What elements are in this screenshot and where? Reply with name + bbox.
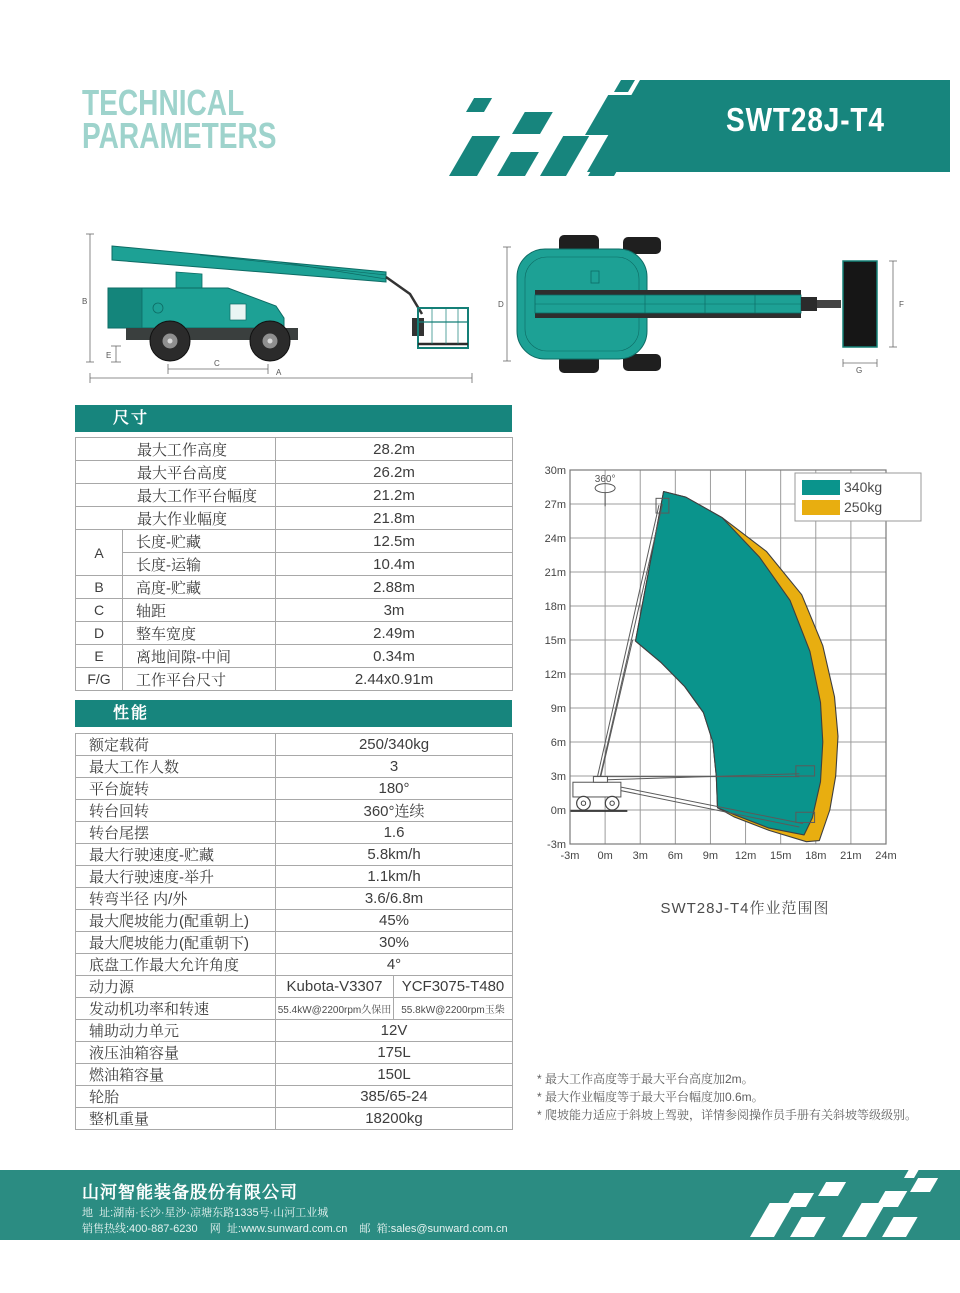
perf-label: 转台回转 <box>76 800 276 822</box>
footnote: * 爬坡能力适应于斜坡上驾驶，详情参阅操作员手册有关斜坡等级级别。 <box>537 1108 918 1122</box>
perf-label: 最大爬坡能力(配重朝下) <box>76 932 276 954</box>
footer <box>0 1170 960 1240</box>
dim-label-c: C <box>214 359 220 368</box>
page-title-line1: TECHNICAL <box>82 82 245 123</box>
dim-label-f: F <box>899 300 904 309</box>
footnotes <box>537 1070 917 1124</box>
checker-cell <box>497 152 539 176</box>
perf-value: 3.6/6.8m <box>276 888 513 910</box>
dim-value: 3m <box>276 599 513 622</box>
perf-value: 250/340kg <box>276 734 513 756</box>
perf-value: 55.4kW@2200rpm久保田 <box>276 998 394 1020</box>
table-row <box>76 622 513 645</box>
perf-value: 175L <box>276 1042 513 1064</box>
working-range-chart <box>525 455 945 867</box>
section-header-dimensions: 尺寸 <box>75 405 512 432</box>
checker-cell <box>882 1217 918 1237</box>
table-row <box>76 484 513 507</box>
page-title-line2: PARAMETERS <box>82 115 277 156</box>
chart-title: SWT28J-T4作业范围图 <box>660 900 830 917</box>
y-tick-label: 21m <box>544 567 566 579</box>
checker-cell <box>449 136 500 176</box>
perf-label: 燃油箱容量 <box>76 1064 276 1086</box>
dim-value: 2.49m <box>276 622 513 645</box>
dim-value: 2.88m <box>276 576 513 599</box>
perf-label: 底盘工作最大允许角度 <box>76 954 276 976</box>
dim-letter: A <box>76 530 123 576</box>
dim-letter: E <box>76 645 123 668</box>
page-title <box>82 82 277 156</box>
checker-cell <box>786 1193 814 1207</box>
table-row <box>76 976 513 998</box>
checker-cell <box>876 1191 907 1207</box>
dim-value: 21.2m <box>276 484 513 507</box>
y-tick-label: 24m <box>544 533 566 545</box>
perf-value: YCF3075-T480 <box>394 976 513 998</box>
table-row <box>76 599 513 622</box>
dim-letter: D <box>76 622 123 645</box>
x-tick-label: 12m <box>734 850 757 862</box>
perf-value: 55.8kW@2200rpm玉柴 <box>394 998 513 1020</box>
y-tick-label: 18m <box>544 601 566 613</box>
dim-value: 12.5m <box>276 530 513 553</box>
dim-label: 最大作业幅度 <box>76 507 276 530</box>
checkered-flag-icon <box>730 1170 950 1240</box>
table-row <box>76 507 513 530</box>
y-tick-label: 30m <box>544 465 566 477</box>
table-row <box>76 910 513 932</box>
perf-value: 385/65-24 <box>276 1086 513 1108</box>
legend-swatch <box>802 500 840 515</box>
envelope-340kg <box>636 492 823 835</box>
machine-top-view-drawing <box>495 233 910 375</box>
perf-value: 360°连续 <box>276 800 513 822</box>
table-row <box>76 438 513 461</box>
performance-table <box>75 733 513 1130</box>
legend-label: 250kg <box>844 499 883 515</box>
y-tick-label: 0m <box>550 805 566 817</box>
x-tick-label: 15m <box>769 850 792 862</box>
machine-sketch-body <box>573 782 621 797</box>
checker-cell <box>750 1203 794 1237</box>
legend-label: 340kg <box>844 479 883 495</box>
perf-label: 平台旋转 <box>76 778 276 800</box>
x-tick-label: 3m <box>632 850 648 862</box>
perf-label: 转台尾摆 <box>76 822 276 844</box>
footnote: * 最大作业幅度等于最大平台幅度加0.6m。 <box>537 1090 764 1104</box>
dim-value: 0.34m <box>276 645 513 668</box>
perf-label: 最大行驶速度-贮藏 <box>76 844 276 866</box>
dim-value: 2.44x0.91m <box>276 668 513 691</box>
machine-sketch-hub <box>610 801 614 805</box>
table-row <box>76 668 513 691</box>
perf-label: 整机重量 <box>76 1108 276 1130</box>
y-tick-label: 6m <box>550 737 566 749</box>
table-row <box>76 866 513 888</box>
dim-letter: C <box>76 599 123 622</box>
y-tick-label: -3m <box>547 839 566 851</box>
table-row <box>76 844 513 866</box>
x-tick-label: 18m <box>805 850 827 862</box>
table-row <box>76 954 513 976</box>
dim-value: 21.8m <box>276 507 513 530</box>
x-tick-label: 0m <box>597 850 613 862</box>
boom-lift-side-art <box>108 246 468 361</box>
perf-value: 1.1km/h <box>276 866 513 888</box>
table-row <box>76 778 513 800</box>
perf-value: 5.8km/h <box>276 844 513 866</box>
perf-value: 12V <box>276 1020 513 1042</box>
table-row <box>76 553 513 576</box>
table-row <box>76 1020 513 1042</box>
checker-cell <box>842 1203 886 1237</box>
dimensions-table <box>75 437 513 691</box>
dim-label: 长度-运输 <box>123 553 276 576</box>
dim-label-a: A <box>276 368 282 377</box>
dim-letter: F/G <box>76 668 123 691</box>
dim-label: 离地间隙-中间 <box>123 645 276 668</box>
x-tick-label: -3m <box>560 850 580 862</box>
checker-cell <box>540 136 589 176</box>
checker-cell <box>790 1217 826 1237</box>
table-row <box>76 1042 513 1064</box>
perf-value: 4° <box>276 954 513 976</box>
x-tick-label: 24m <box>875 850 897 862</box>
perf-label: 额定载荷 <box>76 734 276 756</box>
perf-value: 30% <box>276 932 513 954</box>
perf-label: 辅助动力单元 <box>76 1020 276 1042</box>
table-row <box>76 822 513 844</box>
x-tick-label: 9m <box>702 850 719 862</box>
dim-letter: B <box>76 576 123 599</box>
y-tick-label: 15m <box>544 635 566 647</box>
table-row <box>76 645 513 668</box>
perf-value: 3 <box>276 756 513 778</box>
table-row <box>76 1064 513 1086</box>
dim-label-b: B <box>82 297 88 306</box>
dim-value: 10.4m <box>276 553 513 576</box>
dim-label: 轴距 <box>123 599 276 622</box>
dim-value: 26.2m <box>276 461 513 484</box>
perf-label: 最大工作人数 <box>76 756 276 778</box>
checkered-flag-icon <box>449 80 635 176</box>
machine-side-view-drawing <box>80 222 480 385</box>
table-row <box>76 888 513 910</box>
checker-cell <box>904 1170 919 1178</box>
dim-label-e: E <box>106 351 112 360</box>
perf-label: 动力源 <box>76 976 276 998</box>
checker-cell <box>466 98 492 112</box>
footnote: * 最大工作高度等于最大平台高度加2m。 <box>537 1072 754 1086</box>
perf-label: 轮胎 <box>76 1086 276 1108</box>
perf-label: 最大行驶速度-举升 <box>76 866 276 888</box>
table-row <box>76 734 513 756</box>
machine-sketch-hub <box>581 801 585 805</box>
checker-cell <box>614 80 635 92</box>
boom-lift-top-art <box>517 235 877 373</box>
dim-label: 最大平台高度 <box>76 461 276 484</box>
table-row <box>76 530 513 553</box>
table-row <box>76 932 513 954</box>
dim-label: 最大工作平台幅度 <box>76 484 276 507</box>
company-name: 山河智能装备股份有限公司 <box>82 1183 298 1202</box>
machine-sketch-turret <box>593 777 607 783</box>
model-name: SWT28J-T4 <box>725 101 885 138</box>
perf-label: 最大爬坡能力(配重朝上) <box>76 910 276 932</box>
checker-cell <box>818 1182 846 1196</box>
company-contact: 销售热线:400-887-6230 网 址:www.sunward.com.cn 邮 箱:sales@sunward.com.cn <box>82 1223 508 1235</box>
section-header-performance: 性能 <box>75 700 512 727</box>
dim-label: 工作平台尺寸 <box>123 668 276 691</box>
dim-label-d: D <box>498 300 504 309</box>
checker-cell <box>512 112 553 134</box>
perf-label: 液压油箱容量 <box>76 1042 276 1064</box>
dim-label: 高度-贮藏 <box>123 576 276 599</box>
y-tick-label: 3m <box>550 771 566 783</box>
perf-value: 18200kg <box>276 1108 513 1130</box>
x-tick-label: 6m <box>667 850 683 862</box>
rotation-symbol-label: 360° <box>594 474 616 486</box>
y-tick-label: 9m <box>550 703 566 715</box>
table-row <box>76 1086 513 1108</box>
perf-value: 150L <box>276 1064 513 1086</box>
perf-value: Kubota-V3307 <box>276 976 394 998</box>
legend-swatch <box>802 480 840 495</box>
perf-label: 发动机功率和转速 <box>76 998 276 1020</box>
dim-label: 整车宽度 <box>123 622 276 645</box>
table-row <box>76 756 513 778</box>
dim-label-g: G <box>856 366 863 375</box>
x-tick-label: 21m <box>840 850 862 862</box>
table-row <box>76 576 513 599</box>
perf-value: 45% <box>276 910 513 932</box>
perf-label: 转弯半径 内/外 <box>76 888 276 910</box>
y-tick-label: 12m <box>544 669 566 681</box>
perf-value: 1.6 <box>276 822 513 844</box>
perf-value: 180° <box>276 778 513 800</box>
dim-label: 最大工作高度 <box>76 438 276 461</box>
company-address: 地 址:湖南·长沙·星沙·凉塘东路1335号·山河工业城 <box>82 1207 329 1219</box>
dim-value: 28.2m <box>276 438 513 461</box>
table-row <box>76 998 513 1020</box>
dim-label: 长度-贮藏 <box>123 530 276 553</box>
checker-cell <box>910 1178 938 1192</box>
table-row <box>76 461 513 484</box>
y-tick-label: 27m <box>544 499 566 511</box>
table-row <box>76 1108 513 1130</box>
table-row <box>76 800 513 822</box>
